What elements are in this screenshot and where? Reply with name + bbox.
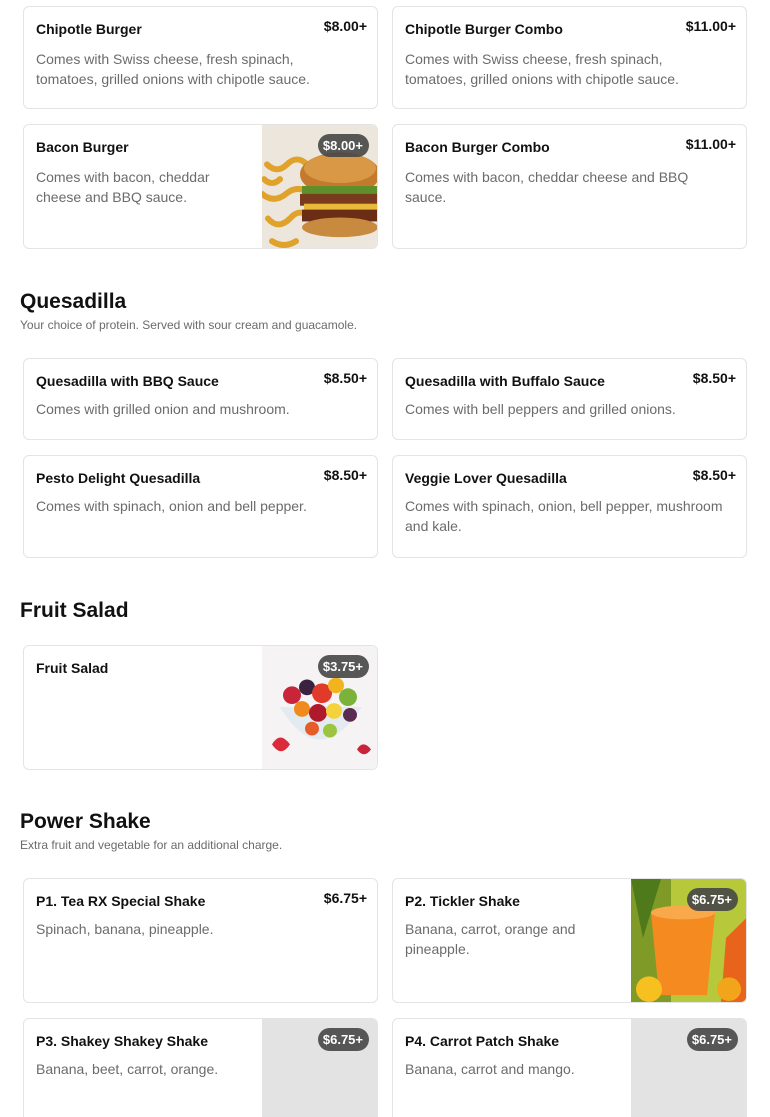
item-description: Comes with Swiss cheese, fresh spinach, tomatoes, grilled onions with chipotle sauce. <box>405 51 679 87</box>
item-price: $6.75+ <box>323 890 367 906</box>
item-name: Pesto Delight Quesadilla <box>36 470 201 486</box>
menu-item-bacon-burger-combo[interactable] <box>392 124 747 249</box>
item-price: $11.00+ <box>685 18 736 34</box>
menu-item-veggie-quesadilla[interactable] <box>392 455 747 558</box>
menu-item-p2-tickler-shake[interactable] <box>392 878 747 1003</box>
item-name: P3. Shakey Shakey Shake <box>36 1033 208 1049</box>
item-description: Comes with Swiss cheese, fresh spinach, tomatoes, grilled onions with chipotle sauce. <box>36 51 310 87</box>
item-name: P2. Tickler Shake <box>405 893 520 909</box>
item-description: Spinach, banana, pineapple. <box>36 921 214 937</box>
item-description: Comes with spinach, onion, bell pepper, mushroom and kale. <box>405 498 723 534</box>
item-price: $8.00+ <box>318 134 369 157</box>
item-price: $8.50+ <box>692 467 736 483</box>
menu-item-p3-shakey-shake[interactable] <box>23 1018 378 1117</box>
menu-item-p4-carrot-patch-shake[interactable] <box>392 1018 747 1117</box>
item-price: $8.50+ <box>692 370 736 386</box>
item-description: Comes with bacon, cheddar cheese and BBQ sauce. <box>36 169 210 205</box>
item-name: Veggie Lover Quesadilla <box>405 470 567 486</box>
item-name: P1. Tea RX Special Shake <box>36 893 206 909</box>
item-price: $8.00+ <box>323 18 367 34</box>
item-price: $8.50+ <box>323 467 367 483</box>
menu-item-quesadilla-bbq[interactable] <box>23 358 378 440</box>
item-name: Fruit Salad <box>36 660 109 676</box>
menu-item-p1-tea-rx-shake[interactable] <box>23 878 378 1003</box>
item-price: $3.75+ <box>318 655 369 678</box>
item-description: Banana, carrot and mango. <box>405 1061 575 1077</box>
section-title-fruit-salad: Fruit Salad <box>20 599 129 622</box>
item-description: Comes with bell peppers and grilled onions. <box>405 401 676 417</box>
item-name: P4. Carrot Patch Shake <box>405 1033 560 1049</box>
item-price: $6.75+ <box>687 1028 738 1051</box>
item-name: Chipotle Burger Combo <box>405 21 563 37</box>
item-name: Chipotle Burger <box>36 21 142 37</box>
section-title-quesadilla: Quesadilla <box>20 290 127 313</box>
section-subtitle-quesadilla: Your choice of protein. Served with sour cream and guacamole. <box>20 318 358 332</box>
item-description: Banana, beet, carrot, orange. <box>36 1061 219 1077</box>
item-description: Comes with grilled onion and mushroom. <box>36 401 290 417</box>
item-price: $8.50+ <box>323 370 367 386</box>
item-price: $11.00+ <box>685 136 736 152</box>
section-title-power-shake: Power Shake <box>20 810 151 833</box>
menu-item-pesto-quesadilla[interactable] <box>23 455 378 558</box>
menu-item-chipotle-burger-combo[interactable] <box>392 6 747 109</box>
item-description: Comes with spinach, onion and bell pepper. <box>36 498 307 514</box>
section-subtitle-power-shake: Extra fruit and vegetable for an additional charge. <box>20 838 283 852</box>
item-description: Comes with bacon, cheddar cheese and BBQ sauce. <box>405 169 689 205</box>
menu-item-bacon-burger[interactable] <box>23 124 378 249</box>
item-name: Bacon Burger <box>36 139 129 155</box>
item-price: $6.75+ <box>687 888 738 911</box>
item-name: Quesadilla with BBQ Sauce <box>36 373 219 389</box>
menu-item-chipotle-burger[interactable] <box>23 6 378 109</box>
menu-item-quesadilla-buffalo[interactable] <box>392 358 747 440</box>
item-description: Banana, carrot, orange and pineapple. <box>405 921 576 957</box>
item-price: $6.75+ <box>318 1028 369 1051</box>
item-name: Bacon Burger Combo <box>405 139 550 155</box>
item-name: Quesadilla with Buffalo Sauce <box>405 373 605 389</box>
menu-item-fruit-salad[interactable] <box>23 645 378 770</box>
